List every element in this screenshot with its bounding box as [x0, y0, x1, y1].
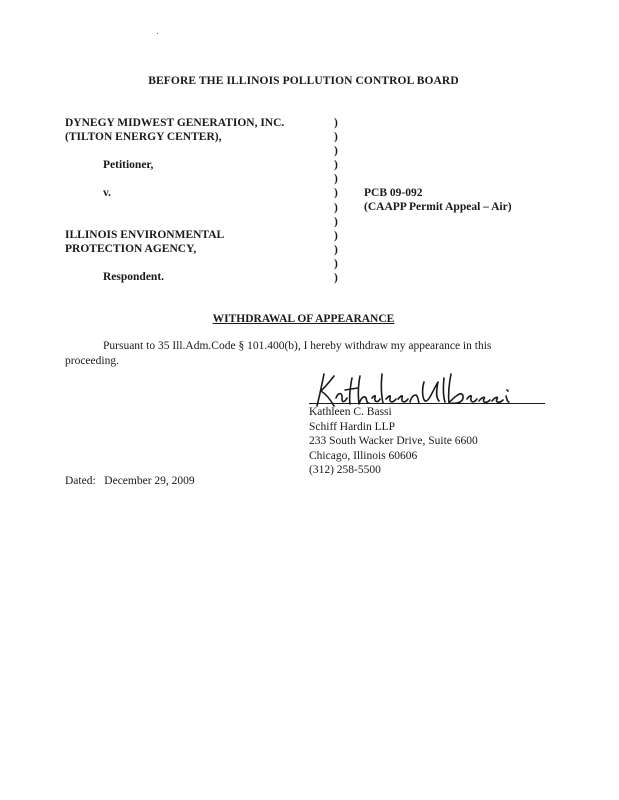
caption-paren: )	[334, 117, 338, 129]
signer-phone: (312) 258-5500	[309, 464, 381, 476]
caption-paren: )	[334, 187, 338, 200]
signature-block	[309, 405, 478, 478]
caption-paren: )	[334, 257, 338, 270]
caption-paren-column	[334, 116, 342, 285]
caption-paren: )	[334, 201, 338, 214]
body-text-line2: proceeding.	[65, 355, 119, 367]
caption-paren: )	[334, 272, 338, 285]
signer-firm: Schiff Hardin LLP	[309, 420, 396, 433]
caption-paren: )	[334, 131, 338, 144]
signer-name: Kathleen C. Bassi	[309, 406, 392, 418]
case-number: PCB 09-092	[364, 187, 423, 199]
petitioner-role: Petitioner,	[103, 159, 154, 171]
signer-address-line1: 233 South Wacker Drive, Suite 6600	[309, 435, 478, 447]
caption-paren: )	[334, 159, 338, 172]
body-text-line1: Pursuant to 35 Ill.Adm.Code § 101.400(b), I hereby withdraw my appearance in this	[103, 340, 492, 352]
caption-paren: )	[334, 229, 338, 242]
versus-label: v.	[103, 187, 111, 199]
respondent-role: Respondent.	[103, 271, 165, 283]
respondent-name-line1: ILLINOIS ENVIRONMENTAL	[65, 229, 225, 241]
document-heading: WITHDRAWAL OF APPEARANCE	[212, 313, 395, 325]
petitioner-name-line1: DYNEGY MIDWEST GENERATION, INC.	[65, 117, 285, 129]
signature-line	[309, 403, 545, 404]
caption-paren: )	[334, 145, 338, 158]
case-type: (CAAPP Permit Appeal – Air)	[364, 201, 512, 213]
signer-address-line2: Chicago, Illinois 60606	[309, 449, 418, 462]
dated-line: Dated: December 29, 2009	[65, 475, 195, 487]
caption-paren: )	[334, 215, 338, 228]
caption-paren: )	[334, 173, 338, 186]
respondent-name-line2: PROTECTION AGENCY,	[65, 243, 197, 255]
caption-paren: )	[334, 243, 338, 256]
scan-speck	[157, 33, 158, 34]
board-title: BEFORE THE ILLINOIS POLLUTION CONTROL BOARD	[148, 75, 459, 87]
petitioner-name-line2: (TILTON ENERGY CENTER),	[65, 131, 222, 143]
